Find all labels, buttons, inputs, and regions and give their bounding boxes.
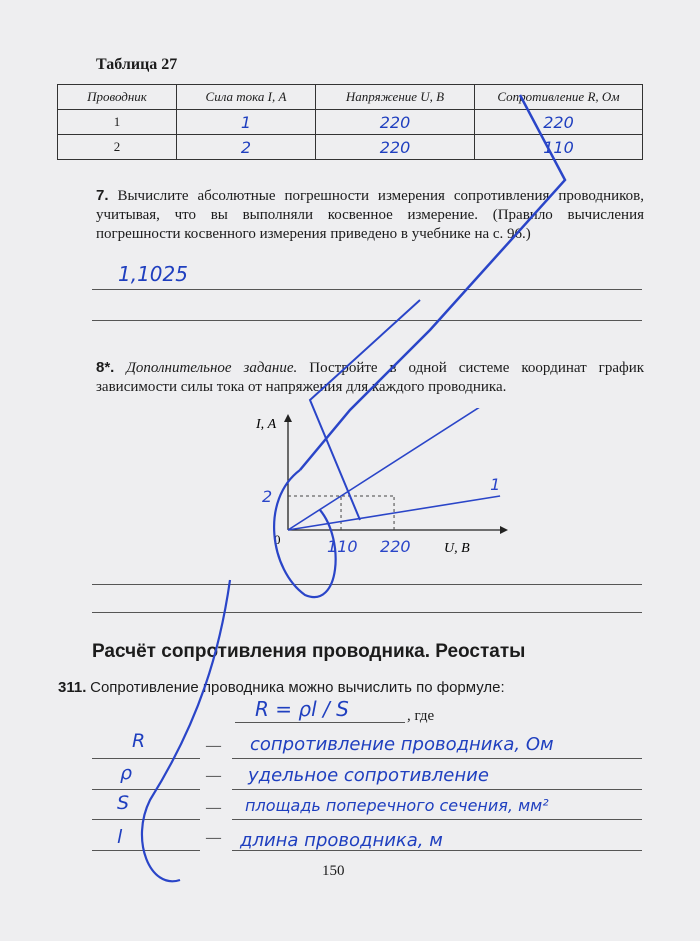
task-number: 7. xyxy=(96,187,109,204)
table-title: Таблица 27 xyxy=(96,56,178,73)
handwritten-formula: R = ρl / S xyxy=(255,697,349,721)
dash: — xyxy=(206,768,221,784)
x-tick-label: 220 xyxy=(380,537,411,556)
task-text: Сопротивление проводника можно вычислить по формуле: xyxy=(90,679,505,696)
cell-conductor: 2 xyxy=(58,135,177,160)
y-axis-label: I, А xyxy=(256,417,277,432)
header-current: Сила тока I, А xyxy=(177,85,316,110)
series-label-1: 1 xyxy=(490,475,501,494)
handwritten-current: 2 xyxy=(240,137,252,157)
handwritten-resistance: 110 xyxy=(543,137,574,157)
dash: — xyxy=(206,738,221,754)
where-text: , где xyxy=(407,708,435,724)
symbol-rho: ρ xyxy=(120,762,133,784)
task-text: Вычислите абсолютные погрешности измерения сопротивления проводников, учитывая, что вы выполняли косвенное измерение. (Правило вычисления погрешности косвенного измерения приведено в учебнике на с. 96.) xyxy=(96,188,644,242)
desc-l: длина проводника, м xyxy=(240,830,443,851)
handwritten-voltage: 220 xyxy=(379,137,411,157)
symbol-s: S xyxy=(117,792,130,814)
x-axis-label: U, В xyxy=(444,541,470,556)
desc-r: сопротивление проводника, Ом xyxy=(250,734,554,755)
handwritten-resistance: 220 xyxy=(543,112,574,132)
page-number: 150 xyxy=(322,863,345,879)
x-tick-label: 110 xyxy=(327,537,358,556)
header-voltage: Напряжение U, В xyxy=(316,85,475,110)
handwritten-current: 1 xyxy=(240,112,252,132)
cell-conductor: 1 xyxy=(58,110,177,135)
task-text: Постройте в одной системе координат график зависимости силы тока от напряжения для каждого проводника. xyxy=(96,360,645,395)
desc-s: площадь поперечного сечения, мм² xyxy=(245,796,549,815)
symbol-r: R xyxy=(132,730,146,752)
section-title: Расчёт сопротивления проводника. Реостаты xyxy=(92,641,526,662)
dash: — xyxy=(206,830,221,846)
desc-rho: удельное сопротивление xyxy=(248,765,489,786)
handwritten-answer-7: 1,1025 xyxy=(118,262,188,286)
header-conductor: Проводник xyxy=(58,85,177,110)
task-number: 311. xyxy=(58,679,87,696)
handwritten-voltage: 220 xyxy=(379,112,411,132)
task-number: 8*. xyxy=(96,359,115,376)
y-tick-label: 2 xyxy=(262,487,273,506)
symbol-l: l xyxy=(117,826,123,848)
header-resistance: Сопротивление R, Ом xyxy=(475,85,643,110)
task-lead: Дополнительное задание. xyxy=(126,360,298,376)
dash: — xyxy=(206,800,221,816)
origin-label: 0 xyxy=(274,532,281,547)
